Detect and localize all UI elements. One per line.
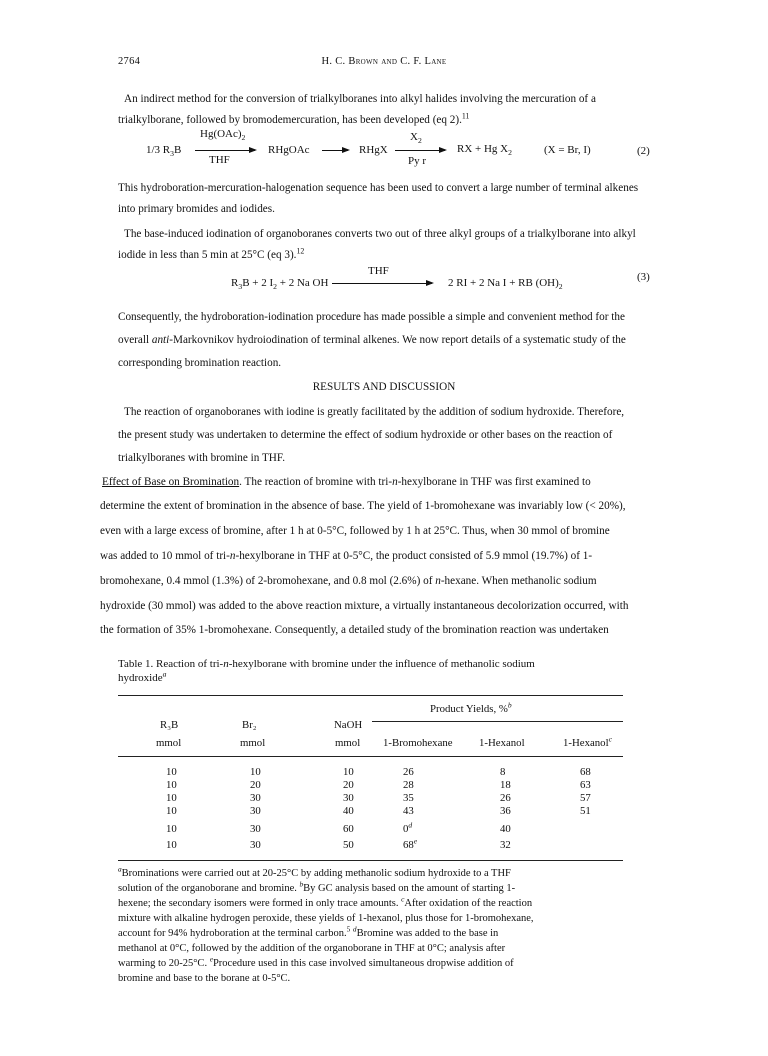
para4-line2: overall anti-Markovnikov hydroiodination of terminal alkenes. We now report details of a systematic study of the [118,334,626,346]
eq2-arrow-3 [395,150,445,151]
col-header-hexanol: 1-Hexanol [479,737,525,749]
table-cell: 68e [403,836,418,851]
table-footnotes: $^a$Brominations were carried out at 20-25°C by adding methanolic sodium hydroxide to a THF solution of the organoborane and bromine. $^b$By GC analysis based on the amount of starting 1- hexene; the secondary isomers were formed in only trace amounts. $^c$After oxidation of the reaction mixture with alkaline hydrogen peroxide, these yields of 1-hexanol, plus those for 1-bromohexane, account for 94% hydroboration at the terminal carbon.$^5$ $^d$Bromine was added to the base in methanol at 0°C, followed by the addition of the organoborane in THF at 0°C; analysis after warming to 20-25°C. $^e$Procedure used in this case involved simultaneous dropwise addition of bromine and base to the borane at 0-5°C. [118,864,534,984]
table-cell: 30 [250,839,261,851]
section-heading-effect-of-base: Effect of Base on Bromination [102,476,240,488]
para6-line6: hydroxide (30 mmol) was added to the above reaction mixture, a virtually instantaneous decolorization occurred, with [100,600,629,612]
col-header-naoh: NaOH [334,719,363,731]
running-head-authors: H. C. Brown and C. F. Lane [321,56,447,67]
eq2-x2: $X_2$ [410,131,422,146]
table-cell: 63 [580,779,591,791]
para6-line4: was added to 10 mmol of tri-n-hexylborane in THF at 0-5°C, the product consisted of 5.9 mmol (19.7%) of 1- [100,550,593,562]
eq3-reagent: THF [368,265,389,277]
page-number: 2764 [118,56,141,67]
para2-line2: into primary bromides and iodides. [118,203,275,215]
table-cell: 20 [250,779,261,791]
table-cell: 60 [343,823,354,835]
table-cell: 10 [166,779,177,791]
para1-line2: trialkylborane, followed by bromodemercuration, has been developed (eq 2).$^{11}$ [118,111,470,126]
table-group-rule [372,721,623,722]
eq3-arrow [332,283,432,284]
table-cell: 51 [580,805,591,817]
col-unit-r3b: mmol [156,737,182,749]
table-cell: 30 [343,792,354,804]
col-header-bromohexane: 1-Bromohexane [383,737,453,749]
table-cell: 43 [403,805,414,817]
eq2-products: RX + Hg $X_2$ [457,143,512,158]
eq2-intermediate-1: RHgOAc [268,144,310,156]
para3-line1: The base-induced iodination of organoboranes converts two out of three alkyl groups of a trialkylborane into alkyl [124,228,636,240]
para4-line1: Consequently, the hydroboration-iodination procedure has made possible a simple and convenient method for the [118,311,625,323]
eq3-lhs: $R_3B + 2$ $I_2 + 2$ Na OH [231,277,329,292]
eq2-number: (2) [637,145,650,157]
table-cell: 50 [343,839,354,851]
table-cell: 35 [403,792,414,804]
table-cell: 68 [580,766,591,778]
para6-line1: Effect of Base on Bromination. The reaction of bromine with tri-n-hexylborane in THF was first examined to [102,476,591,488]
eq3-rhs: 2 RI + 2 Na I + RB $(OH)_2$ [448,277,563,292]
eq2-arrow-1 [195,150,255,151]
eq2-reagent-top: $Hg(OAc)_2$ [200,128,246,143]
para2-line1: This hydroboration-mercuration-halogenation sequence has been used to convert a large number of terminal alkenes [118,182,639,194]
table-cell: 10 [250,766,261,778]
table-cell: 26 [500,792,511,804]
table-cell: 30 [250,805,261,817]
table-cell: 30 [250,792,261,804]
eq2-reagent-bottom: THF [209,154,230,166]
table-bottom-rule [118,860,623,861]
table-top-rule [118,695,623,696]
para5-line1: The reaction of organoboranes with iodine is greatly facilitated by the addition of sodium hydroxide. Therefore, [124,406,625,418]
table-header-rule [118,756,623,757]
eq3-number: (3) [637,271,650,283]
eq2-arrow-2 [322,150,348,151]
eq2-pyr: Py r [408,155,427,167]
table-cell: 30 [250,823,261,835]
col-unit-naoh: mmol [335,737,361,749]
table-cell: 32 [500,839,511,851]
table-cell: 57 [580,792,591,804]
para6-line5: bromohexane, 0.4 mmol (1.3%) of 2-bromohexane, and 0.8 mol (2.6%) of n-hexane. When methanolic sodium [100,575,597,587]
table-cell: 40 [500,823,511,835]
table-cell: 40 [343,805,354,817]
table-cell: 26 [403,766,414,778]
para6-line7: the formation of 35% 1-bromohexane. Consequently, a detailed study of the bromination reaction was undertaken [100,624,609,636]
table-group-header: Product Yields, %$^b$ [430,700,512,715]
table-caption: Table 1. Reaction of tri-n-hexylborane with bromine under the influence of methanolic sodium hydroxide$^a$ [118,658,535,684]
table-cell: 10 [166,805,177,817]
table-cell: 20 [343,779,354,791]
table-cell: 18 [500,779,511,791]
para5-line3: trialkylboranes with bromine in THF. [118,452,285,464]
table-cell: 0$^d$ [403,820,413,835]
col-header-br2: Br₂ [242,719,257,731]
eq2-reactant: 1/3 $R_3B$ [146,144,182,159]
eq2-intermediate-2: RHgX [359,144,388,156]
col-header-r3b: R₃B [160,719,179,731]
table-cell: 10 [343,766,354,778]
eq2-condition: (X = Br, I) [544,144,591,156]
table-cell: 8 [500,766,506,778]
table-cell: 10 [166,823,177,835]
para3-line2: iodide in less than 5 min at 25°C (eq 3).$^{12}$ [118,246,305,261]
para6-line2: determine the extent of bromination in the absence of base. The yield of 1-bromohexane was invariably low (< 20%), [100,500,626,512]
table-cell: 28 [403,779,414,791]
col-header-hexanol-c: 1-Hexanol$^c$ [563,734,612,749]
para6-line3: even with a large excess of bromine, after 1 h at 0-5°C, followed by 1 h at 25°C. Thus, when 30 mmol of bromine [100,525,610,537]
col-unit-br2: mmol [240,737,266,749]
section-title: RESULTS AND DISCUSSION [312,381,456,393]
para4-line3: corresponding bromination reaction. [118,357,282,369]
para1-line1: An indirect method for the conversion of trialkylboranes into alkyl halides involving the mercuration of a [124,93,596,105]
table-cell: 36 [500,805,511,817]
table-cell: 10 [166,839,177,851]
para5-line2: the present study was undertaken to determine the effect of sodium hydroxide or other bases on the reaction of [118,429,613,441]
table-cell: 10 [166,766,177,778]
table-cell: 10 [166,792,177,804]
